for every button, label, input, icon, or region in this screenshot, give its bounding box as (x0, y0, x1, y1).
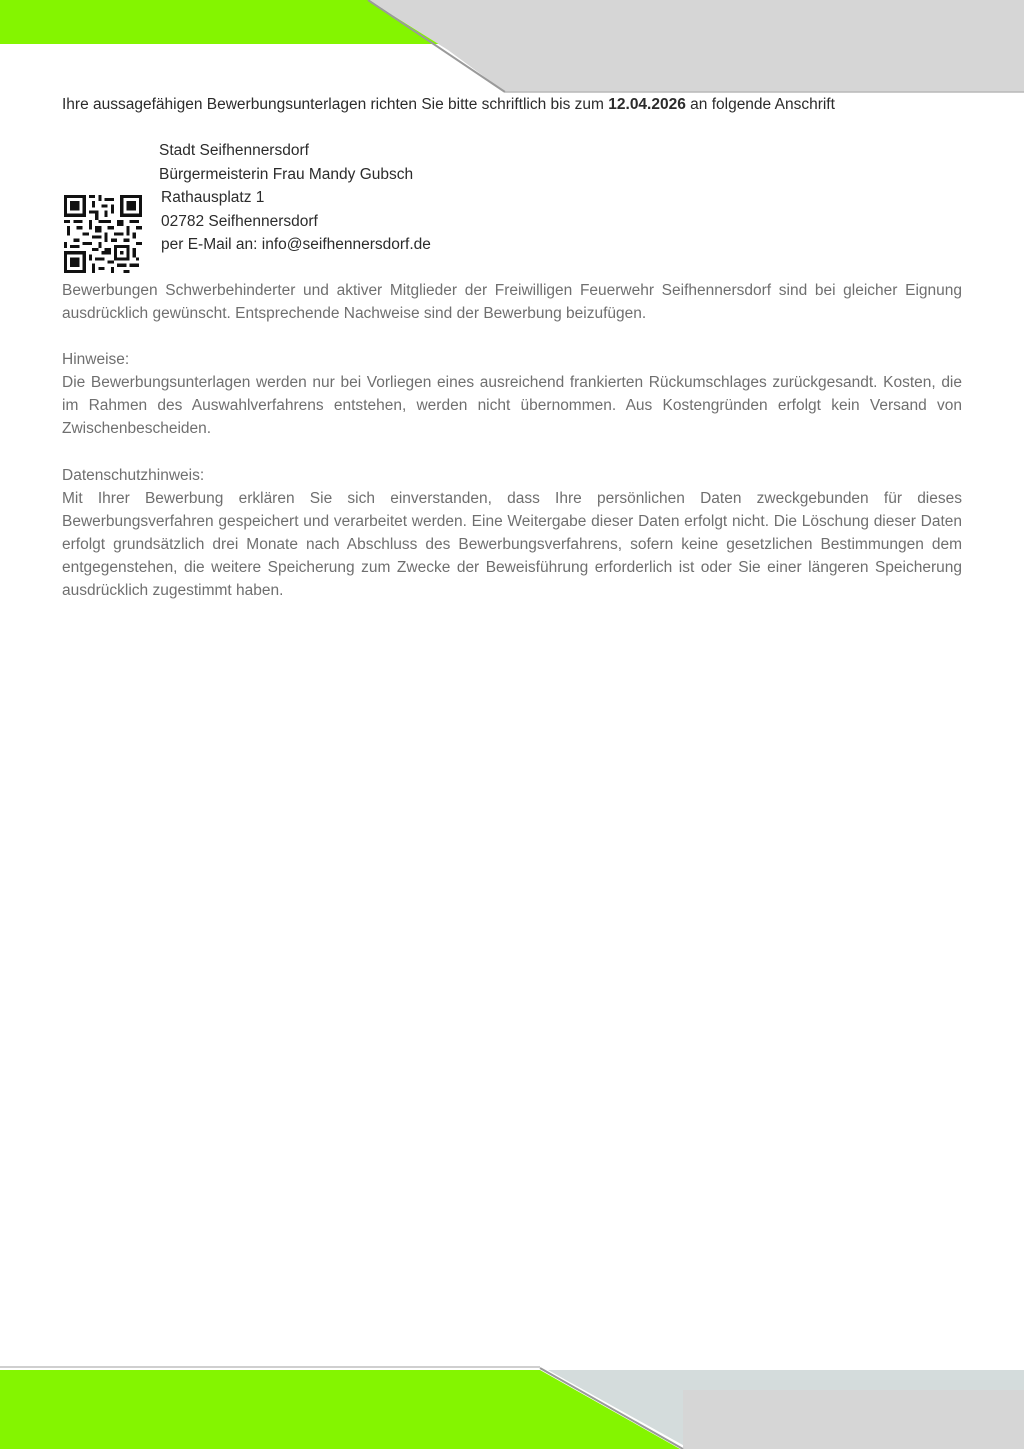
hinweise-section (62, 348, 962, 440)
address-line-1: Stadt Seifhennersdorf (159, 142, 309, 159)
intro-line (62, 93, 962, 116)
address-line-3: Rathausplatz 1 (161, 189, 265, 206)
address-email[interactable]: per E-Mail an: info@seifhennersdorf.de (161, 236, 431, 253)
preference-paragraph: Bewerbungen Schwerbehinderter und aktiver Mitglieder der Freiwilligen Feuerwehr Seifhennersdorf sind bei gleicher Eignung ausdrücklich gewünscht. Entsprechende Nachweise sind der Bewerbung beizufügen. (62, 282, 962, 322)
datenschutz-title: Datenschutzhinweis: (62, 467, 205, 484)
hinweise-title: Hinweise: (62, 351, 130, 368)
qr-code-icon (64, 195, 142, 273)
address-line-2: Bürgermeisterin Frau Mandy Gubsch (159, 165, 414, 183)
header-decoration (0, 0, 1024, 100)
deadline-date: 12.04.2026 (608, 96, 686, 113)
datenschutz-text: Mit Ihrer Bewerbung erklären Sie sich einverstanden, dass Ihre persönlichen Daten zweckgebunden für dieses Bewerbungsverfahren gespeichert und verarbeitet werden. Eine Weitergabe dieser Daten erfolgt nicht. Die Löschung dieser Daten erfolgt grundsätzlich drei Monate nach Abschluss des Bewerbungsverfahrens, sofern keine gesetzlichen Bestimmungen dem entgegenstehen, die weitere Speicherung zum Zwecke der Beweisführung erforderlich ist oder Sie einer längeren Speicherung ausdrücklich zugestimmt haben. (62, 490, 962, 599)
datenschutz-section (62, 464, 962, 602)
intro-after: an folgende Anschrift (685, 96, 835, 113)
address-line-4: 02782 Seifhennersdorf (161, 212, 318, 230)
hinweise-text: Die Bewerbungsunterlagen werden nur bei Vorliegen eines ausreichend frankierten Rückumschlages zurückgesandt. Kosten, die im Rahmen des Auswahlverfahrens entstehen, werden nicht übernommen. Aus Kostengründen erfolgt kein Versand von Zwischenbescheiden. (62, 374, 962, 437)
intro-before: Ihre aussagefähigen Bewerbungsunterlagen richten Sie bitte schriftlich bis zum (62, 96, 609, 113)
footer-decoration (0, 1362, 1024, 1449)
address-block (159, 139, 431, 257)
